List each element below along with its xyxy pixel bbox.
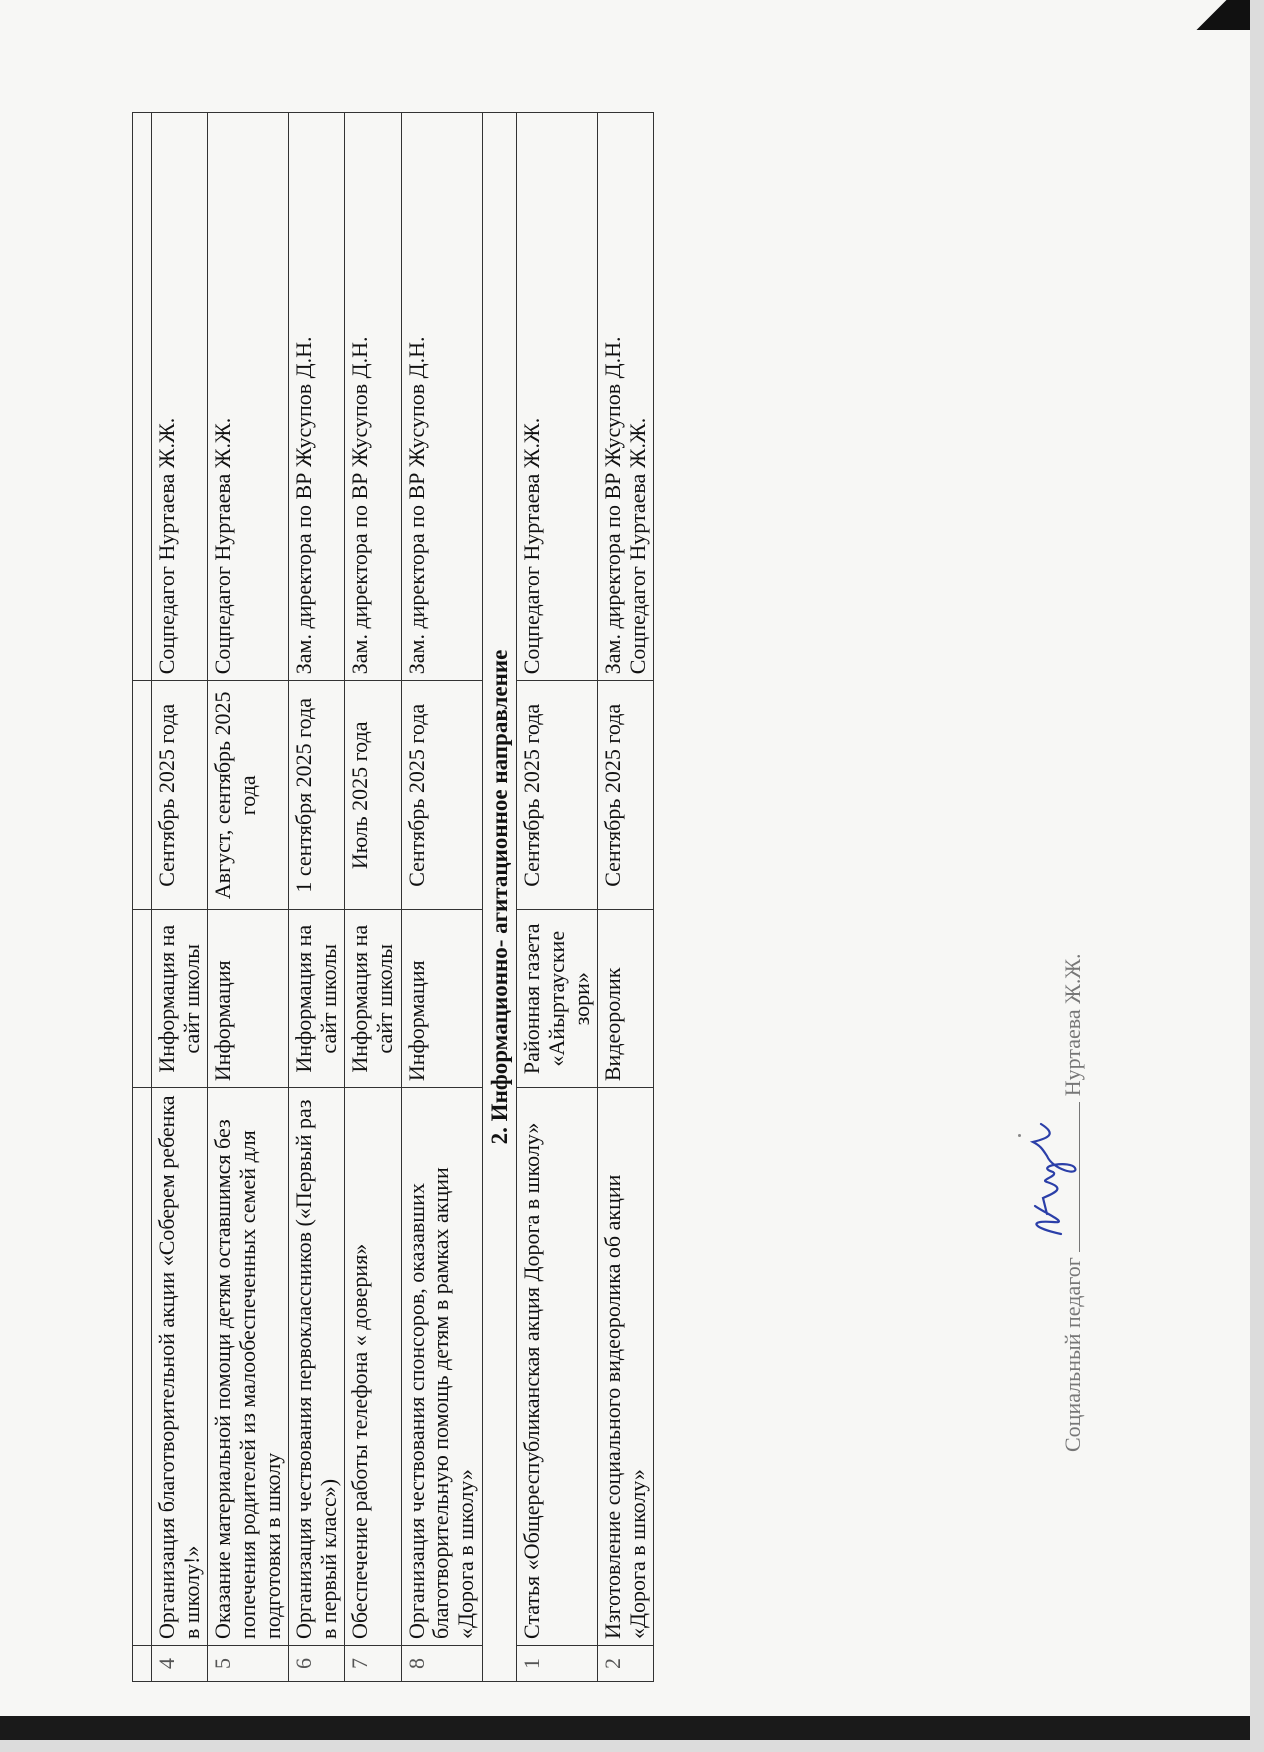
form-cell: Информация [401,910,482,1088]
table-row [517,113,598,1682]
activity-cell: Организация чествования спонсоров, оказавших благотворительную помощь детям в рамках акции «Дорога в школу» [401,1088,482,1646]
activity-cell: Изготовление социального видеоролика об акции «Дорога в школу» [598,1088,654,1646]
form-cell: Информация на сайт школы [289,910,345,1088]
responsible-cell: Зам. директора по ВР Жусупов Д.Н. [289,113,345,681]
activity-cell: Обеспечение работы телефона « доверия» [345,1088,401,1646]
form-cell: Видеоролик [598,910,654,1088]
table-row [289,113,345,1682]
signature-role: Социальный педагог [1060,1257,1085,1452]
row-number: 6 [289,1646,345,1682]
activity-cell: Организация чествования первоклассников («Первый раз в первый класс») [289,1088,345,1646]
responsible-cell: Зам. директора по ВР Жусупов Д.Н. [401,113,482,681]
activity-cell: Статья «Общереспубликанская акция Дорога в школу» [517,1088,598,1646]
activity-cell: Оказание материальной помощи детям оставшимся без попечения родителей из малообеспеченных семей для подготовки в школу [208,1088,289,1646]
form-cell: Районная газета «Айыртауские зори» [517,910,598,1088]
responsible-cell: Зам. директора по ВР Жусупов Д.Н. [345,113,401,681]
row-number: 4 [152,1646,208,1682]
date-cell: Сентябрь 2025 года [598,681,654,910]
signature-field [1061,1102,1080,1252]
responsible-cell [598,113,654,681]
form-cell: Информация на сайт школы [152,910,208,1088]
form-cell: Информация [208,910,289,1088]
section-title: 2. Информационно- агитационное направление [482,113,517,1682]
row-number: 7 [345,1646,401,1682]
row-number: 8 [401,1646,482,1682]
section-header-row [482,113,517,1682]
responsible-line: Зам. директора по ВР Жусупов Д.Н. [600,336,626,675]
table-row [345,113,401,1682]
responsible-line: Соцпедагог Нуртаева Ж.Ж. [624,417,650,675]
responsible-cell: Соцпедагог Нуртаева Ж.Ж. [517,113,598,681]
date-cell: 1 сентября 2025 года [289,681,345,910]
table-row [133,113,152,1682]
row-number: 2 [598,1646,654,1682]
signature-block [1060,953,1086,1452]
signature-name: Нуртаева Ж.Ж. [1060,953,1085,1097]
date-cell: Июль 2025 года [345,681,401,910]
responsible-cell: Соцпедагог Нуртаева Ж.Ж. [208,113,289,681]
date-cell: Август, сентябрь 2025 года [208,681,289,910]
table-row [401,113,482,1682]
handwritten-signature [1013,1112,1083,1242]
date-cell: Сентябрь 2025 года [152,681,208,910]
plan-table [132,112,654,1682]
table-row [598,113,654,1682]
responsible-cell: Соцпедагог Нуртаева Ж.Ж. [152,113,208,681]
form-cell: Информация на сайт школы [345,910,401,1088]
table-row [208,113,289,1682]
activity-cell: Организация благотворительной акции «Соберем ребенка в школу!» [152,1088,208,1646]
table-row [152,113,208,1682]
header-spacer [133,1646,152,1682]
date-cell: Сентябрь 2025 года [401,681,482,910]
row-number: 5 [208,1646,289,1682]
row-number: 1 [517,1646,598,1682]
date-cell: Сентябрь 2025 года [517,681,598,910]
